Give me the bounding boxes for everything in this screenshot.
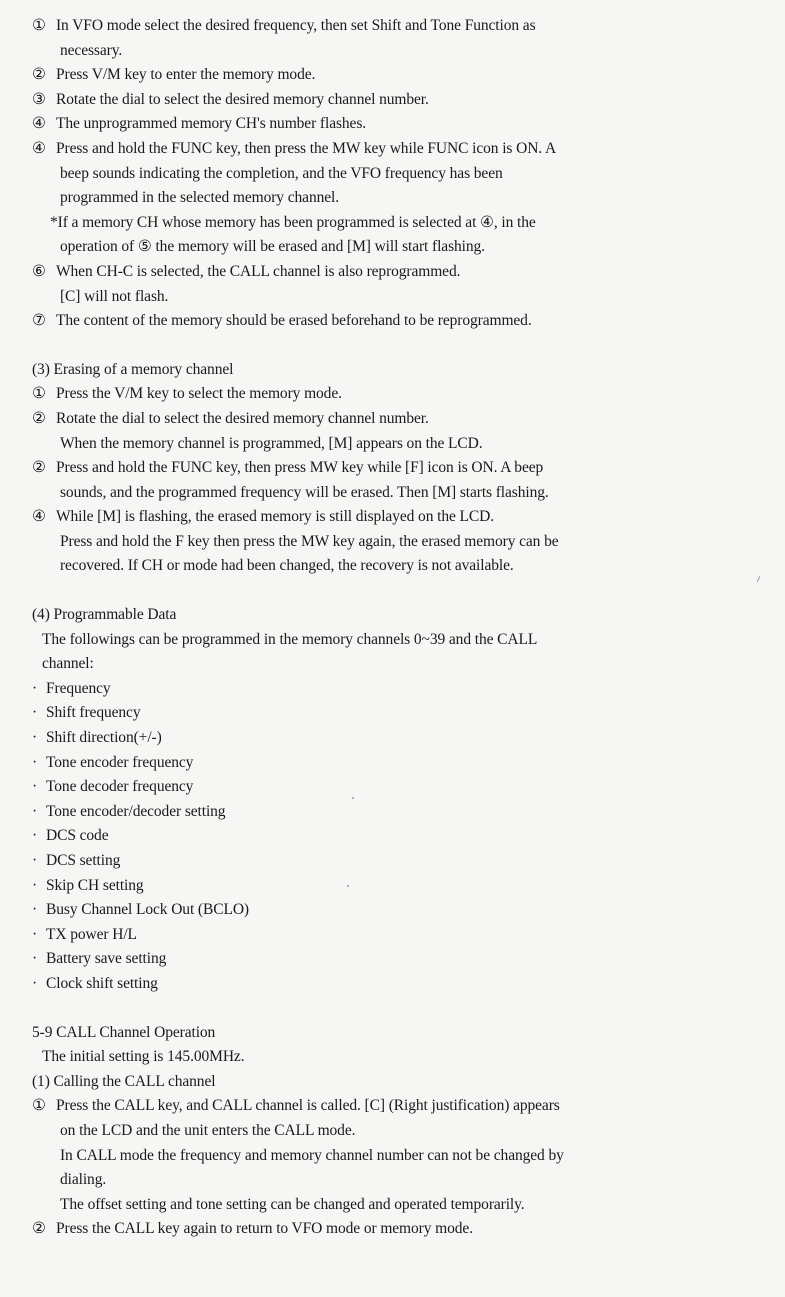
step-continuation: programmed in the selected memory channel. (60, 189, 340, 207)
scan-speck (352, 797, 354, 799)
step-number: ④ (32, 115, 46, 133)
programmable-data-item (32, 800, 745, 825)
bullet-mark: · (32, 950, 38, 968)
bullet-mark: · (32, 974, 38, 992)
step-3 (32, 88, 745, 113)
step-continuation: necessary. (60, 41, 123, 59)
programmable-data-item (32, 972, 745, 997)
item-text: Battery save setting (46, 950, 167, 968)
programmable-data-item (32, 898, 745, 923)
spacer (32, 334, 745, 358)
step-number: ② (32, 1220, 46, 1238)
programmable-data-item (32, 923, 745, 948)
step-number: ① (32, 385, 46, 403)
step-7 (32, 309, 745, 334)
step-1 (32, 14, 745, 39)
item-text: Tone decoder frequency (46, 778, 194, 796)
step-text: In VFO mode select the desired frequency, then set Shift and Tone Function as (56, 17, 536, 34)
item-text: DCS code (46, 827, 109, 845)
item-text: Tone encoder/decoder setting (46, 802, 226, 820)
step-continuation: Press and hold the F key then press the MW key again, the erased memory can be (60, 532, 559, 550)
step-6 (32, 260, 745, 285)
step-continuation: recovered. If CH or mode had been changed, the recovery is not available. (60, 557, 514, 575)
step-continuation: When the memory channel is programmed, [M] appears on the LCD. (60, 434, 483, 452)
section-heading: (3) Erasing of a memory channel (32, 360, 234, 378)
memory-write-steps (32, 14, 745, 334)
step-1 (32, 1094, 745, 1119)
bullet-mark: · (32, 778, 38, 796)
step-text: When CH-C is selected, the CALL channel is also reprogrammed. (56, 262, 461, 280)
section-heading: (4) Programmable Data (32, 606, 177, 624)
step-2 (32, 407, 745, 432)
step-2 (32, 1217, 745, 1242)
spacer (32, 579, 745, 603)
step-text: The content of the memory should be erased beforehand to be reprogrammed. (56, 312, 532, 330)
step-number: ④ (32, 139, 46, 157)
section-intro: channel: (42, 655, 94, 673)
step-continuation: The offset setting and tone setting can be changed and operated temporarily. (60, 1195, 525, 1213)
scan-speck (757, 576, 760, 582)
note-text: *If a memory CH whose memory has been programmed is selected at ④, in the (50, 213, 536, 231)
step-text: Press and hold the FUNC key, then press MW key while [F] icon is ON. A beep (56, 459, 544, 477)
bullet-mark: · (32, 925, 38, 943)
step-number: ③ (32, 90, 46, 108)
section-heading: 5-9 CALL Channel Operation (32, 1023, 216, 1041)
programmable-data-section (32, 603, 745, 997)
programmable-data-item (32, 701, 745, 726)
step-continuation: In CALL mode the frequency and memory channel number can not be changed by (60, 1146, 564, 1164)
item-text: DCS setting (46, 852, 121, 869)
bullet-mark: · (32, 827, 38, 845)
spacer (32, 997, 745, 1021)
programmable-data-list (32, 677, 745, 997)
step-text: Press V/M key to enter the memory mode. (56, 66, 316, 84)
programmable-data-item (32, 947, 745, 972)
step-number: ① (32, 17, 46, 34)
programmable-data-item (32, 849, 745, 874)
bullet-mark: · (32, 852, 38, 869)
step-text: Press and hold the FUNC key, then press the MW key while FUNC icon is ON. A (56, 139, 557, 157)
step-number: ⑦ (32, 312, 46, 330)
step-text: Press the CALL key, and CALL channel is called. [C] (Right justification) appears (56, 1097, 560, 1115)
step-number: ② (32, 66, 46, 84)
step-number: ② (32, 459, 46, 477)
step-2 (32, 63, 745, 88)
erase-section (32, 358, 745, 579)
note-continuation: operation of ⑤ the memory will be erased and [M] will start flashing. (60, 238, 485, 256)
step-number: ④ (32, 508, 46, 526)
programmable-data-item (32, 726, 745, 751)
step-1 (32, 382, 745, 407)
call-channel-section (32, 1021, 745, 1242)
item-text: Shift frequency (46, 704, 141, 722)
step-number: ① (32, 1097, 46, 1115)
item-text: Frequency (46, 679, 111, 697)
bullet-mark: · (32, 901, 38, 919)
programmable-data-item (32, 874, 745, 899)
step-continuation: dialing. (60, 1171, 107, 1189)
step-continuation: beep sounds indicating the completion, and the VFO frequency has been (60, 164, 503, 182)
item-text: Tone encoder frequency (46, 753, 194, 771)
step-continuation: on the LCD and the unit enters the CALL mode. (60, 1121, 356, 1139)
item-text: Shift direction(+/-) (46, 729, 162, 747)
step-text: Press the V/M key to select the memory mode. (56, 385, 342, 403)
step-text: While [M] is flashing, the erased memory is still displayed on the LCD. (56, 508, 495, 526)
step-4 (32, 112, 745, 137)
step-5 (32, 137, 745, 162)
bullet-mark: · (32, 876, 38, 894)
programmable-data-item (32, 824, 745, 849)
item-text: TX power H/L (46, 925, 137, 943)
bullet-mark: · (32, 802, 38, 820)
scan-speck (347, 885, 349, 887)
step-number: ⑥ (32, 262, 46, 280)
bullet-mark: · (32, 729, 38, 747)
item-text: Busy Channel Lock Out (BCLO) (46, 901, 249, 919)
initial-setting-text: The initial setting is 145.00MHz. (42, 1048, 245, 1066)
subsection-heading: (1) Calling the CALL channel (32, 1072, 216, 1090)
step-text: The unprogrammed memory CH's number flashes. (56, 115, 367, 133)
programmable-data-item (32, 677, 745, 702)
programmable-data-item (32, 751, 745, 776)
step-text: Rotate the dial to select the desired memory channel number. (56, 90, 429, 108)
bullet-mark: · (32, 704, 38, 722)
section-intro: The followings can be programmed in the memory channels 0~39 and the CALL (42, 630, 538, 648)
programmable-data-item (32, 775, 745, 800)
bullet-mark: · (32, 753, 38, 771)
item-text: Clock shift setting (46, 974, 158, 992)
step-4 (32, 505, 745, 530)
step-text: Press the CALL key again to return to VFO mode or memory mode. (56, 1220, 473, 1238)
step-number: ② (32, 409, 46, 427)
item-text: Skip CH setting (46, 876, 144, 894)
step-text: Rotate the dial to select the desired memory channel number. (56, 409, 429, 427)
step-continuation: [C] will not flash. (60, 287, 169, 305)
bullet-mark: · (32, 679, 38, 697)
step-continuation: sounds, and the programmed frequency will be erased. Then [M] starts flashing. (60, 483, 549, 501)
step-3 (32, 456, 745, 481)
